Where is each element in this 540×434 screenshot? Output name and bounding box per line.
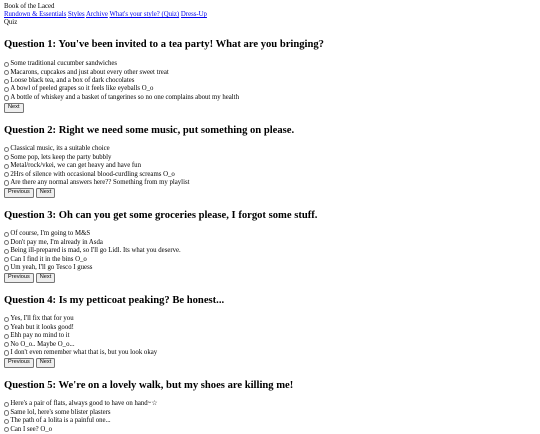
question-title-2: Question 2: Right we need some music, put something on please. [4,124,295,136]
answer-option[interactable] [4,315,528,323]
radio-button[interactable] [4,257,9,262]
answer-label: Ehh pay no mind to it [10,332,70,340]
next-button[interactable]: Next [36,358,56,368]
answer-option[interactable] [4,77,528,85]
previous-button[interactable]: Previous [4,188,34,198]
radio-button[interactable] [4,79,9,84]
answer-option[interactable] [4,85,528,93]
answer-label: Of course, I'm going to M&S [10,230,91,238]
answer-label: 2Hrs of silence with occasional blood-curdling screams O_o [10,170,175,178]
answer-label: Can I find it in the bins O_o [10,255,87,263]
answer-option[interactable] [4,69,528,77]
answer-option[interactable] [4,324,528,332]
answer-label: Being ill-prepared is mad, so I'll go Lidl. Its what you deserve. [10,247,181,255]
radio-button[interactable] [4,232,9,237]
previous-button[interactable]: Previous [4,358,34,368]
question-title-5: Question 5: We're on a lovely walk, but my shoes are killing me! [4,379,294,391]
answer-option[interactable] [4,170,528,178]
radio-button[interactable] [4,172,9,177]
answer-label: The path of a lolita is a painful one... [10,417,111,425]
answer-label: Yeah but it looks good! [10,323,74,331]
answer-label: I don't even remember what that is, but you look okay [10,348,158,356]
radio-button[interactable] [4,147,9,152]
answer-option[interactable] [4,162,528,170]
answer-label: A bowl of peeled grapes so it feels like eyeballs O_o [10,85,154,93]
radio-button[interactable] [4,410,9,415]
next-button[interactable]: Next [36,273,56,283]
answer-option[interactable] [4,332,528,340]
answer-label: Um yeah, I'll go Tesco I guess [10,263,93,271]
answer-option[interactable] [4,94,528,102]
answer-label: Can I see? O_o [10,425,53,433]
answer-option[interactable] [4,340,528,348]
radio-button[interactable] [4,62,9,67]
answer-label: A bottle of whiskey and a basket of tangerines so no one complains about my health [10,93,239,101]
next-button[interactable]: Next [4,103,24,113]
answer-label: Some traditional cucumber sandwiches [10,60,118,68]
radio-button[interactable] [4,265,9,270]
nav-link-archive[interactable]: Archive [85,11,108,19]
radio-button[interactable] [4,155,9,160]
site-title: Book of the Laced [4,3,55,10]
radio-button[interactable] [4,87,9,92]
question-options-3 [4,230,528,272]
question-nav-4 [4,358,528,368]
answer-option[interactable] [4,179,528,187]
radio-button[interactable] [4,95,9,100]
answer-option[interactable] [4,247,528,255]
page-label: Quiz [4,19,18,27]
answer-label: Classical music, its a suitable choice [10,145,110,153]
answer-label: Don't pay me, I'm already in Asda [10,238,103,246]
question-nav-3 [4,273,528,283]
radio-button[interactable] [4,70,9,75]
nav-link-styles[interactable]: Styles [68,11,85,19]
question-block-4 [4,295,528,368]
answer-option[interactable] [4,230,528,238]
radio-button[interactable] [4,164,9,169]
answer-option[interactable] [4,255,528,263]
answer-option[interactable] [4,154,528,162]
answer-option[interactable] [4,264,528,272]
answer-option[interactable] [4,349,528,357]
answer-option[interactable] [4,145,528,153]
radio-button[interactable] [4,334,9,339]
question-block-1 [4,39,528,112]
radio-button[interactable] [4,180,9,185]
question-title-1: Question 1: You've been invited to a tea party! What are you bringing? [4,39,324,51]
question-options-4 [4,315,528,357]
answer-label: Macarons, cupcakes and just about every other sweet treat [10,68,169,76]
answer-label: No O_o.. Maybe O_o... [10,340,75,348]
main-nav [4,11,528,19]
answer-option[interactable] [4,426,528,434]
question-options-5 [4,400,528,434]
answer-label: Here's a pair of flats, always good to have on hand~☆ [10,400,158,408]
question-nav-2 [4,188,528,198]
radio-button[interactable] [4,240,9,245]
radio-button[interactable] [4,342,9,347]
question-options-2 [4,145,528,187]
answer-option[interactable] [4,239,528,247]
answer-label: Metal/rock/vkei, we can get heavy and have fun [10,162,141,170]
radio-button[interactable] [4,325,9,330]
answer-option[interactable] [4,409,528,417]
nav-link-dress-up[interactable]: Dress-Up [180,11,207,19]
radio-button[interactable] [4,350,9,355]
question-block-5 [4,380,528,434]
answer-label: Some pop, lets keep the party bubbly [10,153,112,161]
answer-option[interactable] [4,417,528,425]
question-block-3 [4,210,528,283]
answer-label: Loose black tea, and a box of dark chocolates [10,77,135,85]
radio-button[interactable] [4,419,9,424]
answer-option[interactable] [4,60,528,68]
nav-link-rundown[interactable]: Rundown & Essentials [4,11,67,19]
radio-button[interactable] [4,317,9,322]
answer-option[interactable] [4,400,528,408]
question-block-2 [4,125,528,198]
question-title-4: Question 4: Is my petticoat peaking? Be honest... [4,294,225,306]
nav-link-quiz[interactable]: What's your style? (Quiz) [109,11,180,19]
answer-label: Yes, I'll fix that for you [10,315,74,323]
question-options-1 [4,60,528,102]
radio-button[interactable] [4,249,9,254]
question-nav-1 [4,103,528,113]
previous-button[interactable]: Previous [4,273,34,283]
answer-label: Same lol, here's some blister plasters [10,408,111,416]
next-button[interactable]: Next [36,188,56,198]
question-title-3: Question 3: Oh can you get some groceries please, I forgot some stuff. [4,209,318,221]
radio-button[interactable] [4,402,9,407]
answer-label: Are there any normal answers here?? Something from my playlist [10,178,190,186]
radio-button[interactable] [4,427,9,432]
